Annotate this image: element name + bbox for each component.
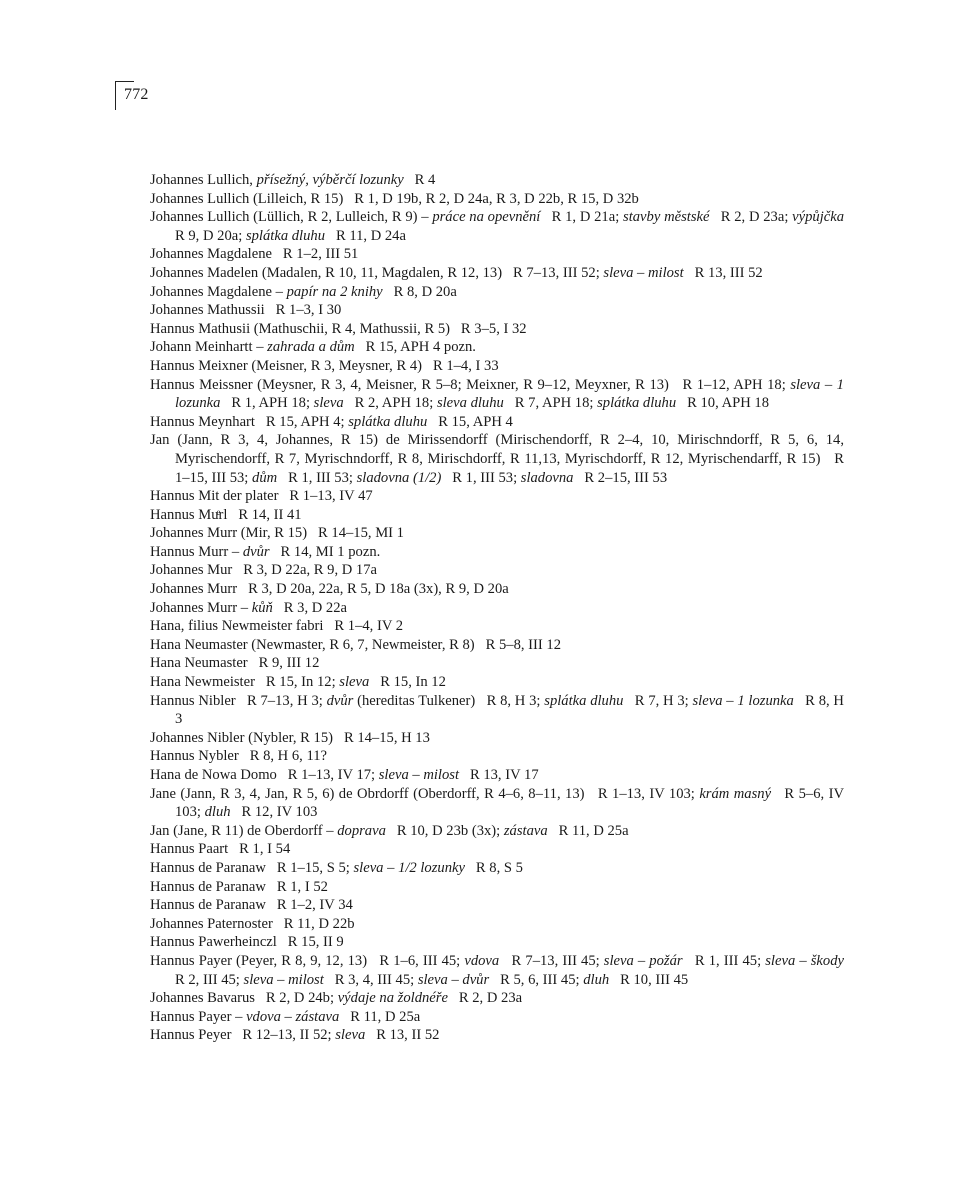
entry-italic-text: sleva – 1 lozunka <box>175 376 848 412</box>
entry-italic-text: sladovna (1/2) <box>356 469 442 486</box>
entry-text: R 15, In 12 <box>369 674 446 691</box>
entry-text: Johann Meinhartt – <box>150 339 268 356</box>
entry-text: R 10, APH 18 <box>676 395 770 412</box>
entry-text: R 1, APH 18; <box>220 395 314 412</box>
entry-text: Hana de Nowa Domo R 1–13, IV 17; <box>150 767 379 783</box>
entry-italic-text: výdaje na žoldnéře <box>337 990 448 1007</box>
entry-italic-text: sleva – milost <box>243 971 324 988</box>
entry-italic-text: dům <box>252 469 278 486</box>
entry-text: Johannes Lullich (Lüllich, R 2, Lulleich, R 9) – <box>150 209 433 226</box>
entry-text: Hannus Peyer R 12–13, II 52; <box>150 1027 336 1044</box>
entry-italic-text: krám masný <box>699 785 772 802</box>
entry-text: Johannes Nibler (Nybler, R 15) R 14–15, H 13 <box>150 729 430 746</box>
entry-text: R 2–15, III 53 <box>573 469 668 486</box>
index-entry <box>150 580 844 599</box>
entry-text: Hannus Nibler R 7–13, H 3; <box>150 692 327 709</box>
entry-text: Johannes Magdalene – <box>150 283 287 300</box>
entry-text: Hannus de Paranaw R 1–2, IV 34 <box>150 897 353 914</box>
entry-text: R 11, D 25a <box>547 822 629 839</box>
index-entry <box>150 673 844 692</box>
entry-text: R 12, IV 103 <box>230 804 318 821</box>
entry-italic-text: papír na 2 knihy <box>286 283 383 300</box>
entry-italic-text: sleva – požár <box>603 952 683 969</box>
index-entry <box>150 357 844 376</box>
entry-text: R 7–13, III 45; <box>499 952 604 969</box>
entry-text: R 3, 4, III 45; <box>323 971 418 988</box>
entry-text: Hana, filius Newmeister fabri R 1–4, IV 2 <box>150 618 404 635</box>
index-entry <box>150 283 844 302</box>
entry-italic-text: zástava <box>503 822 548 839</box>
index-entry <box>150 840 844 859</box>
entry-italic-text: sleva <box>313 395 344 412</box>
entry-italic-text: sladovna <box>520 469 574 486</box>
entry-italic-text: sleva – milost <box>603 264 684 281</box>
index-entry <box>150 766 844 785</box>
index-entry <box>150 1026 844 1045</box>
entry-text: Hannus Murr – <box>150 543 243 560</box>
entry-italic-text: zahrada a dům <box>267 339 355 356</box>
entry-text: R 8, D 20a <box>382 283 457 300</box>
index-entry <box>150 431 848 487</box>
entry-text: R 2, D 23a <box>447 990 523 1007</box>
index-entry <box>150 561 844 580</box>
entry-text: Johannes Lullich (Lilleich, R 15) R 1, D 19b, R 2, D 24a, R 3, D 22b, R 15, D 32b <box>150 190 639 207</box>
index-entry <box>150 896 844 915</box>
index-entry <box>150 692 848 729</box>
entry-text: R 10, D 23b (3x); <box>385 822 504 839</box>
entry-italic-text: sleva <box>335 1027 366 1044</box>
entry-italic-text: sleva – dvůr <box>417 971 490 988</box>
entry-text: R 1, III 53; <box>441 469 521 486</box>
entry-text: R 3, D 22a <box>272 599 348 616</box>
index-entry <box>150 729 844 748</box>
entry-italic-text: dluh <box>204 804 231 821</box>
entry-italic-text: sleva <box>339 674 370 691</box>
entry-text: Hannus Payer – <box>150 1008 247 1025</box>
index-entry <box>150 171 844 190</box>
entry-italic-text: dvůr <box>326 692 354 709</box>
index-entry <box>150 413 844 432</box>
entry-italic-text: vdova <box>464 952 500 969</box>
page-number: 772 <box>124 86 149 103</box>
entry-text: Hannus Meixner (Meisner, R 3, Meysner, R 4) R 1–4, I 33 <box>150 357 499 374</box>
entry-text: Hannus Mathusii (Mathuschii, R 4, Mathussii, R 5) R 3–5, I 32 <box>150 320 527 337</box>
index-entry <box>150 617 844 636</box>
entry-text: Hannus Nybler R 8, H 6, 11? <box>150 748 327 765</box>
index-entry <box>150 245 844 264</box>
entry-text: R 8, S 5 <box>464 859 523 876</box>
entry-text: R 11, D 25a <box>339 1008 421 1025</box>
index-entry <box>150 524 844 543</box>
index-entry-list <box>150 171 855 1045</box>
entry-italic-text: splátka dluhu <box>348 413 428 430</box>
index-entry <box>150 989 844 1008</box>
index-entry <box>150 654 844 673</box>
entry-text: R 13, III 52 <box>683 264 763 281</box>
entry-text: Johannes Mathussii R 1–3, I 30 <box>150 302 342 319</box>
index-entry <box>150 1008 844 1027</box>
entry-text: Jane (Jann, R 3, 4, Jan, R 5, 6) de Obrdorff (Oberdorff, R 4–6, 8–11, 13) R 1–13, IV 103; <box>150 785 700 802</box>
entry-italic-text: kůň <box>251 599 273 616</box>
entry-text: R 2, APH 18; <box>343 395 437 412</box>
entry-text: (hereditas Tulkener) R 8, H 3; <box>353 692 545 709</box>
entry-italic-text: splátka dluhu <box>544 692 624 709</box>
index-entry <box>150 543 844 562</box>
entry-text: R 2, D 23a; <box>709 209 793 226</box>
entry-text: R 1, III 45; <box>682 952 766 969</box>
entry-text: Johannes Murr – <box>150 599 252 616</box>
entry-text: R 5–6, IV 103; <box>175 785 848 821</box>
entry-text: R 10, III 45 <box>609 971 689 988</box>
index-entry <box>150 785 848 822</box>
entry-text: R 14, MI 1 pozn. <box>269 543 381 560</box>
index-entry <box>150 747 844 766</box>
entry-text: R 13, II 52 <box>365 1027 440 1044</box>
entry-text: Johannes Mur R 3, D 22a, R 9, D 17a <box>150 562 377 579</box>
index-entry <box>150 376 848 413</box>
entry-text: Hannus Mit der plater R 1–13, IV 47 <box>150 488 373 505</box>
entry-text: Hannus Muͤrl R 14, II 41 <box>150 506 302 523</box>
entry-text: R 9, D 20a; <box>175 209 855 244</box>
index-entry <box>150 487 844 506</box>
entry-italic-text: práce na opevnění <box>432 209 541 226</box>
index-entry <box>150 301 844 320</box>
entry-text: Johannes Murr R 3, D 20a, 22a, R 5, D 18a (3x), R 9, D 20a <box>150 581 509 598</box>
entry-text: R 1, D 21a; <box>540 209 624 226</box>
entry-text: Jan (Jann, R 3, 4, Johannes, R 15) de Mirissendorff (Mirischendorff, R 2–4, 10, Mirischndorff, R 5, 6, 14, Myrischendorff, R 7, Myrischndorff, R 8, Mirischdorff, R 11,13, Myrischdorff, R 12, Myrischendarff, R 15) R 1–15, III 53; <box>150 432 848 486</box>
entry-text: R 15, APH 4 pozn. <box>354 339 476 356</box>
entry-italic-text: výpůjčka <box>792 209 845 226</box>
entry-italic-text: doprava <box>337 822 386 839</box>
entry-italic-text: sleva – 1 lozunka <box>692 692 794 709</box>
index-entry <box>150 952 855 989</box>
entry-text: Hannus Paart R 1, I 54 <box>150 841 291 858</box>
index-entry <box>150 878 844 897</box>
entry-text: R 13, IV 17 <box>459 767 539 783</box>
entry-italic-text: sleva – škody <box>765 952 844 969</box>
entry-italic-text: splátka dluhu <box>245 227 326 244</box>
entry-text: Johannes Bavarus R 2, D 24b; <box>150 990 338 1007</box>
entry-text: Johannes Lullich, <box>150 172 257 188</box>
index-entry <box>150 190 844 209</box>
entry-text: R 7, APH 18; <box>503 395 598 412</box>
entry-text: Jan (Jane, R 11) de Oberdorff – <box>150 822 338 839</box>
entry-text: Johannes Madelen (Madalen, R 10, 11, Magdalen, R 12, 13) R 7–13, III 52; <box>150 264 604 281</box>
entry-text: Hana Neumaster R 9, III 12 <box>150 655 320 672</box>
index-entry <box>150 933 844 952</box>
entry-italic-text: sleva – 1/2 lozunky <box>353 859 465 876</box>
entry-text: Hannus Payer (Peyer, R 8, 9, 12, 13) R 1–6, III 45; <box>150 952 465 969</box>
entry-text: Hannus Meissner (Meysner, R 3, 4, Meisner, R 5–8; Meixner, R 9–12, Meyxner, R 13) R 1–12, APH 18; <box>150 376 791 393</box>
index-entry <box>150 636 844 655</box>
index-entry <box>150 859 844 878</box>
entry-text: R 8, H 3 <box>175 692 848 728</box>
entry-text: Hannus Pawerheinczl R 15, II 9 <box>150 934 344 951</box>
entry-italic-text: splátka dluhu <box>597 395 677 412</box>
entry-italic-text: dvůr <box>242 543 270 560</box>
index-entry <box>150 338 844 357</box>
entry-text: Hana Neumaster (Newmaster, R 6, 7, Newmeister, R 8) R 5–8, III 12 <box>150 636 561 653</box>
entry-text: Johannes Murr (Mir, R 15) R 14–15, MI 1 <box>150 525 404 542</box>
entry-text: Johannes Magdalene R 1–2, III 51 <box>150 246 359 263</box>
entry-text: Hannus de Paranaw R 1, I 52 <box>150 878 328 895</box>
entry-text: R 7, H 3; <box>623 692 693 709</box>
entry-italic-text: přísežný, výběrčí lozunky <box>256 172 404 188</box>
index-entry <box>150 915 844 934</box>
index-entry <box>150 208 855 245</box>
entry-italic-text: sleva – milost <box>378 767 460 783</box>
entry-italic-text: dluh <box>583 971 610 988</box>
entry-italic-text: stavby městské <box>623 209 710 226</box>
entry-text: Johannes Paternoster R 11, D 22b <box>150 915 355 932</box>
entry-text: Hannus Meynhart R 15, APH 4; <box>150 413 349 430</box>
entry-text: R 1, III 53; <box>277 469 357 486</box>
index-entry <box>150 264 844 283</box>
entry-text: Hannus de Paranaw R 1–15, S 5; <box>150 859 354 876</box>
entry-text: R 5, 6, III 45; <box>489 971 584 988</box>
entry-italic-text: vdova – zástava <box>246 1008 340 1025</box>
index-entry <box>150 822 844 841</box>
index-entry <box>150 320 844 339</box>
entry-text: R 2, III 45; <box>175 952 855 988</box>
index-entry <box>150 506 844 525</box>
entry-text: R 11, D 24a <box>325 227 406 244</box>
entry-italic-text: sleva dluhu <box>436 395 504 412</box>
entry-text: R 4 <box>403 172 436 188</box>
entry-text: R 15, APH 4 <box>427 413 513 430</box>
entry-text: Hana Newmeister R 15, In 12; <box>150 674 340 691</box>
index-entry <box>150 599 844 618</box>
